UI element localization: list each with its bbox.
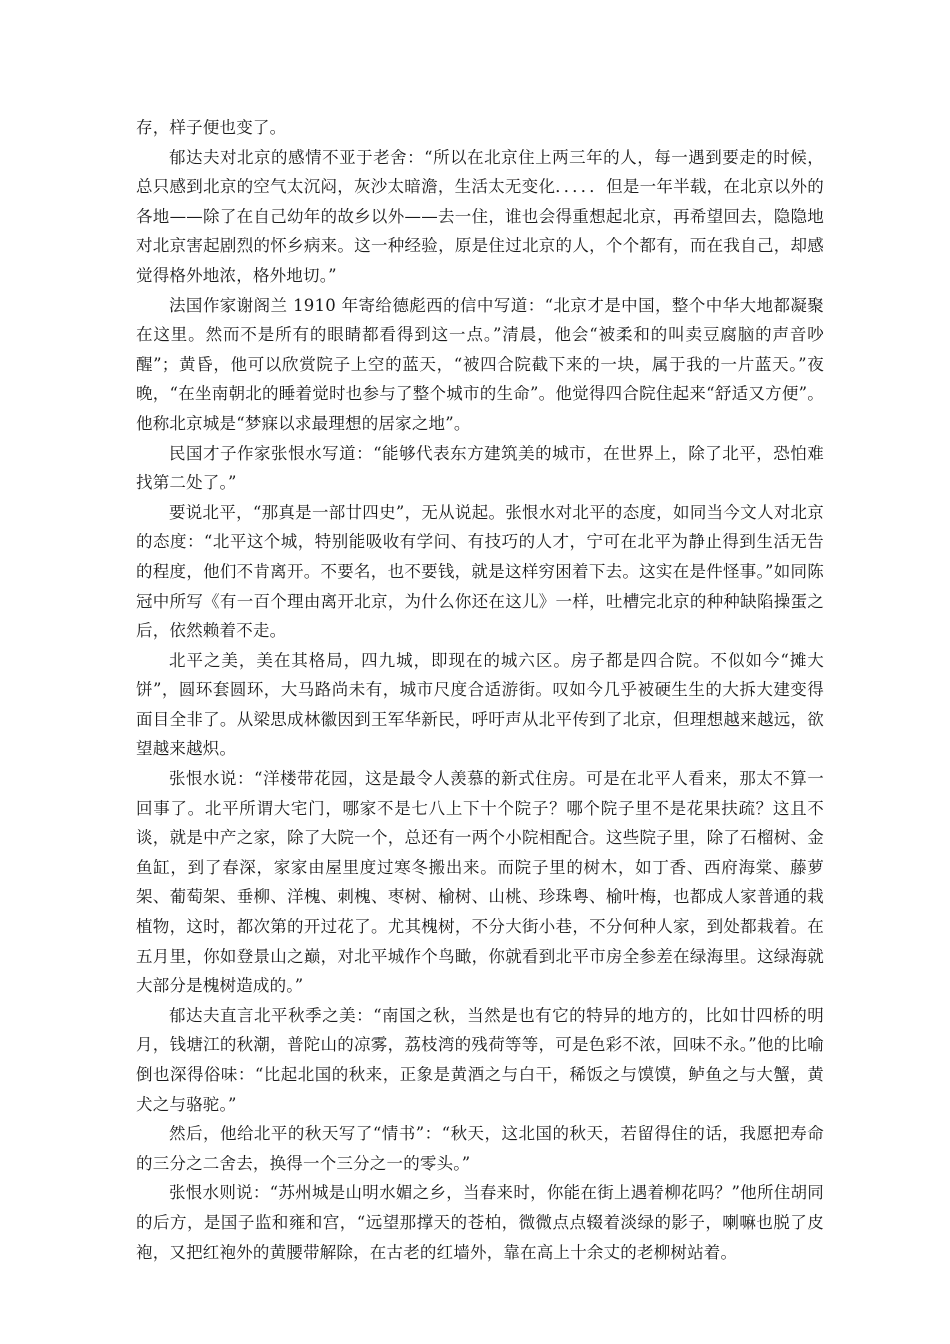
paragraph-autumn-beauty: 郁达夫直言北平秋季之美：“南国之秋，当然是也有它的特异的地方的，比如廿四桥的明月，钱塘江的秋潮，普陀山的凉雾，荔枝湾的残荷等等，可是色彩不浓，回味不永。”他的比喻倒也深得俗味：“比起北国的秋来，正象是黄酒之与白干，稀饭之与馍馍，鲈鱼之与大蟹，黄犬之与骆驼。”: [136, 1005, 824, 1114]
paragraph-spring-willows: 张恨水则说：“苏州城是山明水媚之乡，当春来时，你能在街上遇着柳花吗？”他所住胡同的后方，是国子监和雍和宫，“远望那撑天的苍柏，微微点点辍着淡绿的影子，喇嘛也脱了皮袍，又把红袍外的黄腰带解除，在古老的红墙外，靠在高上十余丈的老柳树站着。: [136, 1183, 824, 1262]
paragraph-segalen-letter: 法国作家谢阁兰 1910 年寄给德彪西的信中写道：“北京才是中国，整个中华大地都凝聚在这里。然而不是所有的眼睛都看得到这一点。”清晨，他会“被柔和的叫卖豆腐脑的声音吵醒”；黄昏，他可以欣赏院子上空的蓝天，“被四合院截下来的一块，属于我的一片蓝天。”夜晚，“在坐南朝北的睡着觉时也参与了整个城市的生命”。他觉得四合院住起来“舒适又方便”。他称北京城是“梦寐以求最理想的居家之地”。: [136, 295, 824, 433]
paragraph-courtyard-trees: 张恨水说：“洋楼带花园，这是最令人羡慕的新式住房。可是在北平人看来，那太不算一回事了。北平所谓大宅门，哪家不是七八上下十个院子？哪个院子里不是花果扶疏？这且不谈，就是中产之家，除了大院一个，总还有一两个小院相配合。这些院子里，除了石榴树、金鱼缸，到了春深，家家由屋里度过寒冬搬出来。而院子里的树木，如丁香、西府海棠、藤萝架、葡萄架、垂柳、洋槐、刺槐、枣树、榆树、山桃、珍珠粤、榆叶梅，也都成人家普通的栽植物，这时，都次第的开过花了。尤其槐树，不分大街小巷，不分何种人家，到处都栽着。在五月里，你如登景山之巅，对北平城作个鸟瞰，你就看到北平市房全参差在绿海里。这绿海就大部分是槐树造成的。”: [136, 769, 824, 996]
document-page: [136, 113, 824, 1267]
paragraph-beiping-history: 要说北平，“那真是一部廿四史”，无从说起。张恨水对北平的态度，如同当今文人对北京的态度：“北平这个城，特别能吸收有学问、有技巧的人才，宁可在北平为静止得到生活无告的程度，他们不肯离开。不要名，也不要钱，就是这样穷困着下去。这实在是件怪事。”如同陈冠中所写《有一百个理由离开北京，为什么你还在这儿》一样，吐槽完北京的种种缺陷操蛋之后，依然赖着不走。: [136, 502, 824, 641]
paragraph-beiping-layout: 北平之美，美在其格局，四九城，即现在的城六区。房子都是四合院。不似如今“摊大饼”，圆环套圆环，大马路尚未有，城市尺度合适游街。叹如今几乎被硬生生的大拆大建变得面目全非了。从梁思成林徽因到王军华新民，呼吁声从北平传到了北京，但理想越来越远，欲望越来越炽。: [136, 650, 824, 759]
paragraph-continuation: 存，样子便也变了。: [136, 118, 287, 137]
paragraph-zhang-henshui-quote: 民国才子作家张恨水写道：“能够代表东方建筑美的城市，在世界上，除了北平，恐怕难找第二处了。”: [136, 443, 824, 493]
paragraph-autumn-love-letter: 然后，他给北平的秋天写了“情书”：“秋天，这北国的秋天，若留得住的话，我愿把寿命的三分之二舍去，换得一个三分之一的零头。”: [136, 1124, 824, 1173]
paragraph-yu-dafu-beijing: 郁达夫对北京的感情不亚于老舍：“所以在北京住上两三年的人，每一遇到要走的时候，总只感到北京的空气太沉闷，灰沙太暗澹，生活太无变化．．．．．但是一年半载，在北京以外的各地——除了在自己幼年的故乡以外——去一住，谁也会得重想起北京，再希望回去，隐隐地对北京害起剧烈的怀乡病来。这一种经验，原是住过北京的人，个个都有，而在我自己，却感觉得格外地浓，格外地切。”: [136, 147, 824, 285]
